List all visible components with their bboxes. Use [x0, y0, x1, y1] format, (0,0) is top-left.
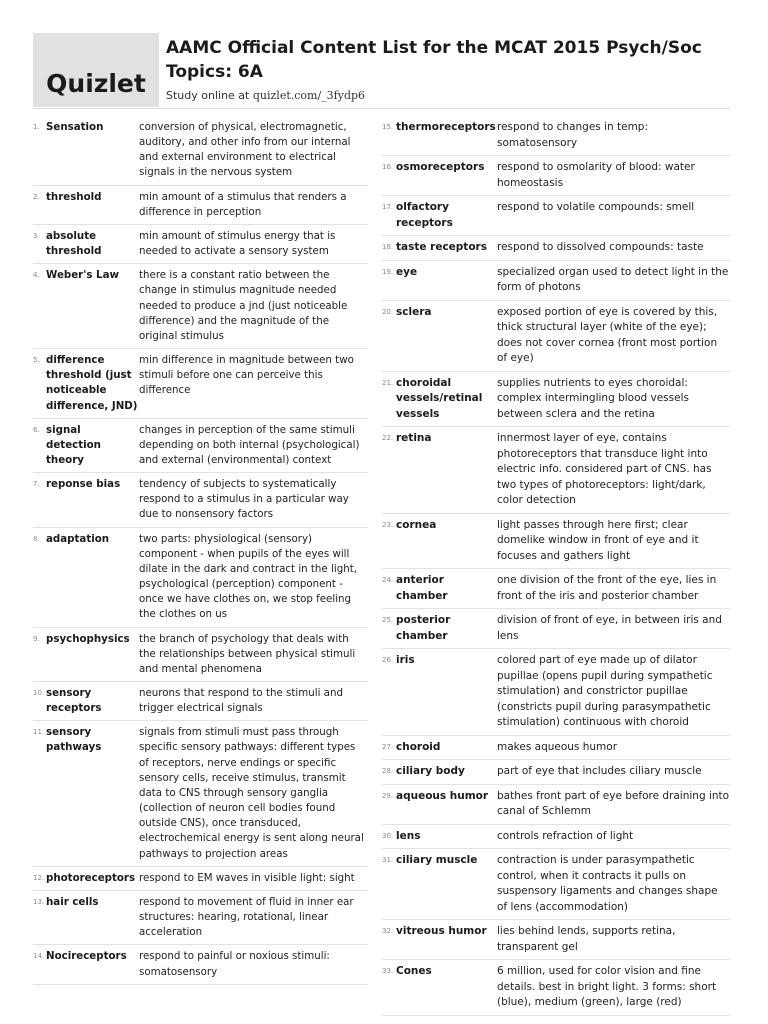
card-number: 7.: [33, 480, 40, 489]
card-number: 21.: [382, 378, 394, 387]
card-term: osmoreceptors: [396, 161, 485, 173]
card-term: Sensation: [46, 121, 104, 133]
study-prefix: Study online at: [166, 89, 250, 102]
right-column: [382, 116, 730, 1016]
card-term: anterior chamber: [396, 574, 448, 602]
flashcard-row: [33, 419, 368, 473]
card-definition: neurons that respond to the stimuli and trigger electrical signals: [139, 687, 343, 715]
flashcard-row: [382, 785, 730, 825]
card-definition: light passes through here first; clear domelike window in front of eye and it focuses and gathers light: [497, 518, 699, 562]
card-term: Nocireceptors: [46, 950, 127, 963]
flashcard-row: [382, 514, 730, 570]
card-term: reponse bias: [46, 478, 121, 491]
card-term: adaptation: [46, 532, 110, 545]
card-term: absolute threshold: [46, 229, 102, 258]
flashcard-row: [382, 849, 730, 920]
card-number: 19.: [382, 267, 394, 276]
flashcard-row: [382, 825, 730, 850]
card-term: taste receptors: [396, 241, 487, 253]
card-number: 10.: [33, 689, 45, 697]
flashcard-row: [382, 301, 730, 372]
flashcard-row: [33, 682, 368, 721]
flashcard-row: [33, 528, 368, 628]
card-definition: one division of the front of the eye, lies in front of the iris and posterior chamber: [497, 574, 717, 602]
card-term: posterior chamber: [396, 614, 451, 642]
card-definition: signals from stimuli must pass through specific sensory pathways: different types of receptors, nerve endings or specific sensory cells, receive stimulus, transmit data to CNS through sensory ganglia (collection of neuron cell bodies found outside CNS), once transduced, electrochemical energy is sent along neural pathways to projection areas: [139, 726, 364, 860]
card-term: olfactory receptors: [396, 201, 453, 229]
flashcard-row: [382, 427, 730, 514]
flashcard-row: [382, 196, 730, 236]
card-term: iris: [396, 654, 415, 666]
card-definition: makes aqueous humor: [497, 740, 618, 753]
card-term: lens: [396, 829, 421, 842]
card-number: 23.: [382, 520, 394, 529]
card-term: choroidal vessels/retinal vessels: [396, 376, 483, 420]
card-term: Weber's Law: [46, 269, 119, 282]
flashcard-row: [382, 261, 730, 301]
flashcard-row: [382, 569, 730, 609]
study-url-link[interactable]: quizlet.com/_3fydp6: [252, 89, 366, 102]
card-term: thermoreceptors: [396, 121, 496, 133]
card-definition: controls refraction of light: [497, 829, 634, 842]
flashcard-row: [33, 264, 368, 349]
flashcard-row: [382, 920, 730, 960]
card-definition: division of front of eye, in between iris and lens: [497, 614, 722, 642]
card-number: 26.: [382, 656, 394, 664]
card-number: 12.: [33, 873, 45, 882]
card-term: threshold: [46, 190, 102, 203]
card-definition: conversion of physical, electromagnetic, auditory, and other info from our internal and external environment to electrical signals in the nervous system: [139, 121, 351, 179]
flashcard-row: [382, 156, 730, 196]
flashcard-row: [33, 867, 368, 891]
card-term: Cones: [396, 965, 432, 977]
card-term: vitreous humor: [396, 925, 487, 937]
card-term: difference threshold (just noticeable difference, JND): [46, 354, 138, 412]
card-term: aqueous humor: [396, 789, 489, 802]
card-definition: contraction is under parasympathetic control, when it contracts it pulls on suspensory ligaments and changes shape of lens (accommodation): [497, 854, 718, 913]
card-definition: exposed portion of eye is covered by this, thick structural layer (white of the eye); does not cover cornea (front most portion of eye): [497, 305, 718, 364]
card-number: 16.: [382, 163, 394, 171]
flashcard-row: [382, 960, 730, 1016]
card-term: sensory pathways: [46, 726, 102, 754]
flashcard-row: [382, 116, 730, 156]
card-number: 20.: [382, 307, 394, 316]
flashcard-row: [382, 736, 730, 761]
page-title: AAMC Official Content List for the MCAT 2015 Psych/Soc Topics: 6A: [166, 38, 702, 82]
card-number: 18.: [382, 243, 394, 251]
card-definition: specialized organ used to detect light in the form of photons: [497, 265, 729, 293]
card-term: hair cells: [46, 895, 99, 908]
card-definition: respond to changes in temp: somatosensory: [497, 121, 649, 149]
study-online-line: [166, 89, 365, 102]
card-definition: changes in perception of the same stimuli depending on both internal (psychological) and external (environmental) context: [139, 423, 360, 466]
card-number: 22.: [382, 434, 394, 442]
card-definition: min amount of stimulus energy that is needed to activate a sensory system: [139, 229, 336, 258]
card-term: cornea: [396, 518, 437, 531]
card-definition: respond to movement of fluid in inner ear structures: hearing, rotational, linear acceleration: [139, 895, 354, 939]
card-number: 30.: [382, 831, 394, 840]
card-definition: respond to painful or noxious stimuli: somatosensory: [139, 950, 330, 978]
card-definition: two parts: physiological (sensory) component - when pupils of the eyes will dilate in the dark and contract in the light, psychological (perception) component - once we have clothes on, we stop feeling the clothes on us: [139, 532, 357, 621]
card-number: 32.: [382, 927, 394, 935]
card-definition: bathes front part of eye before draining into canal of Schlemm: [497, 789, 730, 817]
card-term: ciliary muscle: [396, 854, 478, 866]
card-number: 25.: [382, 616, 394, 624]
flashcard-row: [33, 225, 368, 264]
card-number: 4.: [33, 271, 40, 280]
quizlet-logo: [33, 33, 159, 107]
card-term: choroid: [396, 740, 441, 753]
card-number: 5.: [33, 356, 40, 365]
flashcard-row: [33, 473, 368, 527]
card-number: 14.: [33, 952, 45, 961]
card-number: 17.: [382, 203, 394, 211]
card-definition: respond to EM waves in visible light: sight: [139, 871, 355, 884]
card-definition: 6 million, used for color vision and fine details. best in bright light. 3 forms: short (blue), medium (green), large (red): [497, 965, 717, 1008]
card-definition: lies behind lends, supports retina, transparent gel: [497, 925, 676, 953]
card-definition: there is a constant ratio between the change in stimulus magnitude needed needed to produce a jnd (just noticeable difference) and the magnitude of the original stimulus: [139, 269, 348, 342]
card-term: sclera: [396, 305, 432, 318]
card-number: 28.: [382, 767, 394, 775]
card-number: 2.: [33, 192, 40, 201]
flashcard-row: [33, 116, 368, 186]
card-term: eye: [396, 265, 418, 278]
flashcard-row: [382, 760, 730, 785]
card-definition: innermost layer of eye, contains photoreceptors that transduce light into electric info. considered part of CNS. has two types of photoreceptors: light/dark, color detection: [497, 432, 712, 506]
card-number: 8.: [33, 534, 40, 543]
flashcard-row: [33, 186, 368, 225]
card-term: retina: [396, 432, 432, 444]
card-number: 11.: [33, 728, 45, 737]
card-number: 3.: [33, 231, 40, 240]
flashcard-row: [33, 891, 368, 945]
card-definition: tendency of subjects to systematically respond to a stimulus in a particular way due to nonsensory factors: [139, 478, 349, 521]
card-number: 1.: [33, 123, 40, 131]
card-definition: part of eye that includes ciliary muscle: [497, 765, 702, 777]
card-number: 33.: [382, 967, 394, 975]
flashcard-row: [382, 372, 730, 428]
card-term: ciliary body: [396, 765, 465, 777]
card-definition: min difference in magnitude between two stimuli before one can perceive this difference: [139, 354, 354, 397]
card-number: 31.: [382, 856, 394, 864]
card-definition: the branch of psychology that deals with the relationships between physical stimuli and mental phenomena: [139, 632, 356, 675]
card-number: 13.: [33, 897, 45, 906]
card-term: photoreceptors: [46, 871, 136, 884]
flashcard-row: [33, 349, 368, 419]
card-definition: respond to osmolarity of blood: water homeostasis: [497, 161, 695, 189]
card-definition: colored part of eye made up of dilator pupillae (opens pupil during sympathetic stimulation) and constrictor pupillae (constricts pupil during parasympathetic stimulation) continuous with choroid: [497, 654, 713, 728]
flashcard-row: [33, 945, 368, 984]
card-number: 9.: [33, 634, 40, 643]
card-term: sensory receptors: [46, 687, 102, 715]
flashcard-row: [382, 609, 730, 649]
logo-text: Quizlet: [46, 69, 146, 98]
header-divider: [33, 108, 730, 109]
card-definition: supplies nutrients to eyes choroidal: complex intermingling blood vessels between sclera and the retina: [497, 376, 689, 420]
card-definition: respond to volatile compounds: smell: [497, 201, 695, 213]
card-term: signal detection theory: [46, 423, 101, 466]
flashcard-row: [33, 628, 368, 682]
left-column: [33, 116, 368, 985]
card-number: 15.: [382, 123, 394, 131]
flashcard-row: [33, 721, 368, 866]
page-header: [33, 33, 730, 107]
flashcard-row: [382, 649, 730, 736]
flashcard-row: [382, 236, 730, 261]
card-term: psychophysics: [46, 632, 130, 645]
card-definition: respond to dissolved compounds: taste: [497, 241, 704, 253]
card-number: 24.: [382, 576, 394, 584]
card-number: 27.: [382, 742, 394, 751]
card-number: 29.: [382, 791, 394, 800]
card-number: 6.: [33, 425, 40, 434]
card-definition: min amount of a stimulus that renders a difference in perception: [139, 190, 347, 218]
